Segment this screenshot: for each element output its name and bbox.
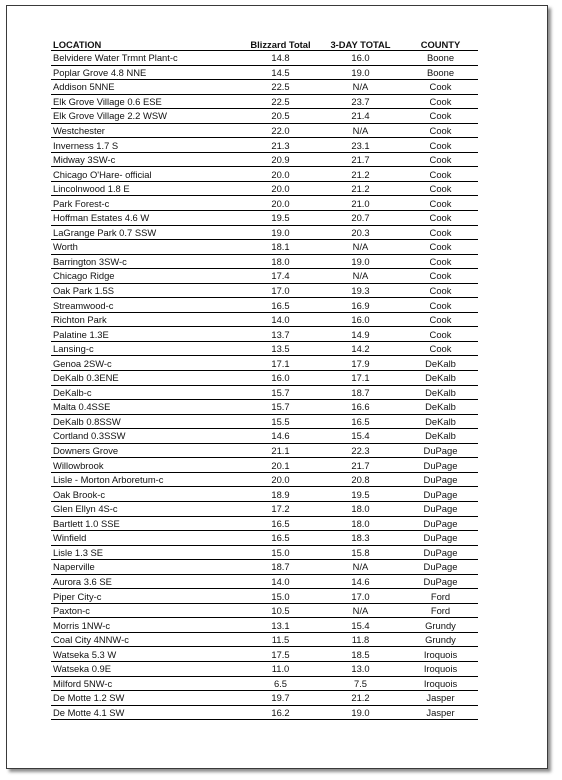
cell-blizzard-total: 19.0 [243,225,318,240]
cell-blizzard-total: 13.1 [243,618,318,633]
cell-location: Bartlett 1.0 SSE [51,516,243,531]
cell-location: Oak Brook-c [51,487,243,502]
cell-county: Iroquois [403,676,478,691]
cell-3-day-total: 21.2 [318,181,403,196]
cell-blizzard-total: 19.5 [243,211,318,226]
header-3-day-total: 3-DAY TOTAL [318,36,403,51]
cell-location: Winfield [51,531,243,546]
cell-county: Cook [403,167,478,182]
cell-county: DeKalb [403,429,478,444]
cell-3-day-total: 18.7 [318,385,403,400]
cell-county: Jasper [403,705,478,720]
cell-blizzard-total: 17.1 [243,356,318,371]
table-row [51,487,478,502]
cell-blizzard-total: 16.5 [243,516,318,531]
table-row [51,603,478,618]
cell-location: Downers Grove [51,443,243,458]
cell-county: Ford [403,589,478,604]
cell-location: Coal City 4NNW-c [51,632,243,647]
cell-location: De Motte 1.2 SW [51,691,243,706]
cell-3-day-total: 16.0 [318,51,403,66]
cell-blizzard-total: 17.0 [243,283,318,298]
cell-location: DeKalb-c [51,385,243,400]
cell-3-day-total: 19.0 [318,65,403,80]
cell-3-day-total: 21.2 [318,691,403,706]
cell-blizzard-total: 13.7 [243,327,318,342]
cell-3-day-total: 16.5 [318,414,403,429]
cell-county: DuPage [403,574,478,589]
cell-3-day-total: 19.0 [318,705,403,720]
cell-3-day-total: 20.3 [318,225,403,240]
table-row [51,589,478,604]
header-blizzard-total: Blizzard Total [243,36,318,51]
table-row [51,400,478,415]
cell-blizzard-total: 20.0 [243,472,318,487]
cell-location: Inverness 1.7 S [51,138,243,153]
cell-blizzard-total: 14.8 [243,51,318,66]
cell-county: Iroquois [403,647,478,662]
table-row [51,560,478,575]
cell-3-day-total: 21.0 [318,196,403,211]
cell-county: Cook [403,254,478,269]
cell-location: Piper City-c [51,589,243,604]
cell-blizzard-total: 14.0 [243,312,318,327]
cell-3-day-total: 19.3 [318,283,403,298]
cell-location: Morris 1NW-c [51,618,243,633]
cell-location: Lisle 1.3 SE [51,545,243,560]
cell-blizzard-total: 16.5 [243,531,318,546]
cell-location: Malta 0.4SSE [51,400,243,415]
cell-location: Hoffman Estates 4.6 W [51,211,243,226]
cell-3-day-total: 16.6 [318,400,403,415]
table-row [51,254,478,269]
cell-location: Naperville [51,560,243,575]
table-row [51,327,478,342]
table-row [51,94,478,109]
cell-3-day-total: 21.4 [318,109,403,124]
cell-3-day-total: 18.3 [318,531,403,546]
cell-3-day-total: 14.9 [318,327,403,342]
cell-blizzard-total: 22.5 [243,80,318,95]
cell-location: Elk Grove Village 0.6 ESE [51,94,243,109]
cell-county: DeKalb [403,400,478,415]
cell-location: Worth [51,240,243,255]
cell-county: Cook [403,80,478,95]
table-row [51,283,478,298]
cell-blizzard-total: 15.5 [243,414,318,429]
table-row [51,705,478,720]
cell-county: DuPage [403,531,478,546]
cell-3-day-total: 18.5 [318,647,403,662]
cell-blizzard-total: 20.5 [243,109,318,124]
table-row [51,181,478,196]
table-row [51,80,478,95]
cell-county: DeKalb [403,356,478,371]
cell-blizzard-total: 14.6 [243,429,318,444]
cell-location: Watseka 0.9E [51,661,243,676]
table-row [51,167,478,182]
cell-3-day-total: 13.0 [318,661,403,676]
cell-county: Cook [403,283,478,298]
cell-location: Lisle - Morton Arboretum-c [51,472,243,487]
table-row [51,65,478,80]
cell-location: Watseka 5.3 W [51,647,243,662]
cell-3-day-total: 17.0 [318,589,403,604]
cell-county: DuPage [403,487,478,502]
cell-blizzard-total: 20.9 [243,152,318,167]
cell-county: Cook [403,312,478,327]
cell-location: Park Forest-c [51,196,243,211]
cell-county: Cook [403,211,478,226]
cell-location: Poplar Grove 4.8 NNE [51,65,243,80]
cell-blizzard-total: 19.7 [243,691,318,706]
cell-county: Cook [403,225,478,240]
cell-blizzard-total: 20.0 [243,181,318,196]
cell-3-day-total: 23.1 [318,138,403,153]
cell-county: Cook [403,123,478,138]
cell-county: DuPage [403,560,478,575]
cell-county: Cook [403,240,478,255]
cell-location: Palatine 1.3E [51,327,243,342]
cell-location: Aurora 3.6 SE [51,574,243,589]
table-row [51,618,478,633]
cell-location: Lansing-c [51,341,243,356]
cell-county: Grundy [403,632,478,647]
cell-location: LaGrange Park 0.7 SSW [51,225,243,240]
cell-county: DuPage [403,472,478,487]
cell-blizzard-total: 18.9 [243,487,318,502]
table-row [51,312,478,327]
cell-county: Cook [403,269,478,284]
cell-location: Paxton-c [51,603,243,618]
cell-3-day-total: 19.0 [318,254,403,269]
cell-county: Boone [403,65,478,80]
cell-location: Milford 5NW-c [51,676,243,691]
cell-blizzard-total: 11.0 [243,661,318,676]
cell-3-day-total: 15.4 [318,429,403,444]
cell-3-day-total: 11.8 [318,632,403,647]
table-row [51,341,478,356]
cell-county: Cook [403,181,478,196]
cell-blizzard-total: 17.4 [243,269,318,284]
cell-blizzard-total: 14.0 [243,574,318,589]
cell-county: Cook [403,152,478,167]
cell-3-day-total: N/A [318,240,403,255]
cell-location: Streamwood-c [51,298,243,313]
cell-county: Boone [403,51,478,66]
cell-county: Cook [403,138,478,153]
table-row [51,501,478,516]
cell-location: Barrington 3SW-c [51,254,243,269]
cell-3-day-total: N/A [318,123,403,138]
cell-county: Jasper [403,691,478,706]
cell-county: Cook [403,341,478,356]
cell-location: Midway 3SW-c [51,152,243,167]
table-row [51,211,478,226]
cell-blizzard-total: 22.0 [243,123,318,138]
cell-3-day-total: 20.8 [318,472,403,487]
cell-3-day-total: 18.0 [318,501,403,516]
cell-blizzard-total: 16.5 [243,298,318,313]
cell-blizzard-total: 15.7 [243,400,318,415]
cell-location: Elk Grove Village 2.2 WSW [51,109,243,124]
cell-location: De Motte 4.1 SW [51,705,243,720]
header-location: LOCATION [51,36,243,51]
cell-blizzard-total: 17.2 [243,501,318,516]
cell-3-day-total: 17.1 [318,371,403,386]
cell-blizzard-total: 11.5 [243,632,318,647]
cell-location: Oak Park 1.5S [51,283,243,298]
cell-3-day-total: 21.7 [318,152,403,167]
cell-county: Cook [403,298,478,313]
table-row [51,371,478,386]
cell-blizzard-total: 16.0 [243,371,318,386]
cell-3-day-total: 15.8 [318,545,403,560]
cell-3-day-total: 14.6 [318,574,403,589]
cell-blizzard-total: 22.5 [243,94,318,109]
table-row [51,661,478,676]
cell-blizzard-total: 21.3 [243,138,318,153]
cell-3-day-total: N/A [318,269,403,284]
cell-blizzard-total: 15.0 [243,589,318,604]
cell-blizzard-total: 20.0 [243,196,318,211]
table-row [51,225,478,240]
cell-location: Chicago Ridge [51,269,243,284]
cell-3-day-total: N/A [318,560,403,575]
cell-location: Westchester [51,123,243,138]
cell-location: Chicago O'Hare- official [51,167,243,182]
cell-blizzard-total: 17.5 [243,647,318,662]
table-row [51,152,478,167]
table-row [51,545,478,560]
table-row [51,574,478,589]
cell-county: Cook [403,94,478,109]
cell-blizzard-total: 21.1 [243,443,318,458]
cell-3-day-total: 15.4 [318,618,403,633]
cell-3-day-total: N/A [318,603,403,618]
cell-county: Cook [403,196,478,211]
cell-blizzard-total: 6.5 [243,676,318,691]
table-row [51,531,478,546]
cell-3-day-total: 21.7 [318,458,403,473]
table-body [51,51,478,720]
cell-3-day-total: 23.7 [318,94,403,109]
table-row [51,109,478,124]
cell-county: DeKalb [403,414,478,429]
cell-location: DeKalb 0.3ENE [51,371,243,386]
cell-county: DuPage [403,443,478,458]
cell-location: DeKalb 0.8SSW [51,414,243,429]
cell-location: Cortland 0.3SSW [51,429,243,444]
table-row [51,269,478,284]
cell-location: Genoa 2SW-c [51,356,243,371]
table-row [51,414,478,429]
cell-blizzard-total: 18.1 [243,240,318,255]
table-row [51,429,478,444]
cell-blizzard-total: 20.1 [243,458,318,473]
table-row [51,196,478,211]
cell-location: Glen Ellyn 4S-c [51,501,243,516]
table-row [51,458,478,473]
cell-3-day-total: 22.3 [318,443,403,458]
cell-3-day-total: 20.7 [318,211,403,226]
cell-3-day-total: 14.2 [318,341,403,356]
cell-location: Lincolnwood 1.8 E [51,181,243,196]
cell-3-day-total: N/A [318,80,403,95]
cell-blizzard-total: 18.0 [243,254,318,269]
cell-location: Willowbrook [51,458,243,473]
cell-county: Ford [403,603,478,618]
cell-county: DeKalb [403,385,478,400]
cell-blizzard-total: 15.7 [243,385,318,400]
cell-blizzard-total: 16.2 [243,705,318,720]
cell-3-day-total: 17.9 [318,356,403,371]
cell-location: Richton Park [51,312,243,327]
table-row [51,647,478,662]
cell-3-day-total: 7.5 [318,676,403,691]
cell-3-day-total: 18.0 [318,516,403,531]
header-county: COUNTY [403,36,478,51]
cell-3-day-total: 16.9 [318,298,403,313]
table-row [51,356,478,371]
cell-county: DuPage [403,501,478,516]
table-row [51,298,478,313]
cell-3-day-total: 19.5 [318,487,403,502]
cell-blizzard-total: 13.5 [243,341,318,356]
document-page [6,5,548,769]
cell-blizzard-total: 18.7 [243,560,318,575]
cell-3-day-total: 21.2 [318,167,403,182]
table-row [51,51,478,66]
table-row [51,691,478,706]
cell-county: Iroquois [403,661,478,676]
cell-blizzard-total: 20.0 [243,167,318,182]
cell-blizzard-total: 14.5 [243,65,318,80]
cell-3-day-total: 16.0 [318,312,403,327]
cell-county: DuPage [403,545,478,560]
table-row [51,676,478,691]
cell-county: DuPage [403,516,478,531]
table-header-row [51,36,478,51]
table-row [51,123,478,138]
cell-location: Addison 5NNE [51,80,243,95]
table-row [51,240,478,255]
table-row [51,385,478,400]
cell-county: DeKalb [403,371,478,386]
table-row [51,443,478,458]
table-row [51,632,478,647]
cell-blizzard-total: 10.5 [243,603,318,618]
cell-county: Cook [403,327,478,342]
cell-location: Belvidere Water Trmnt Plant-c [51,51,243,66]
cell-blizzard-total: 15.0 [243,545,318,560]
cell-county: Cook [403,109,478,124]
snowfall-table [51,36,478,720]
table-row [51,472,478,487]
table-row [51,138,478,153]
table-row [51,516,478,531]
cell-county: DuPage [403,458,478,473]
cell-county: Grundy [403,618,478,633]
